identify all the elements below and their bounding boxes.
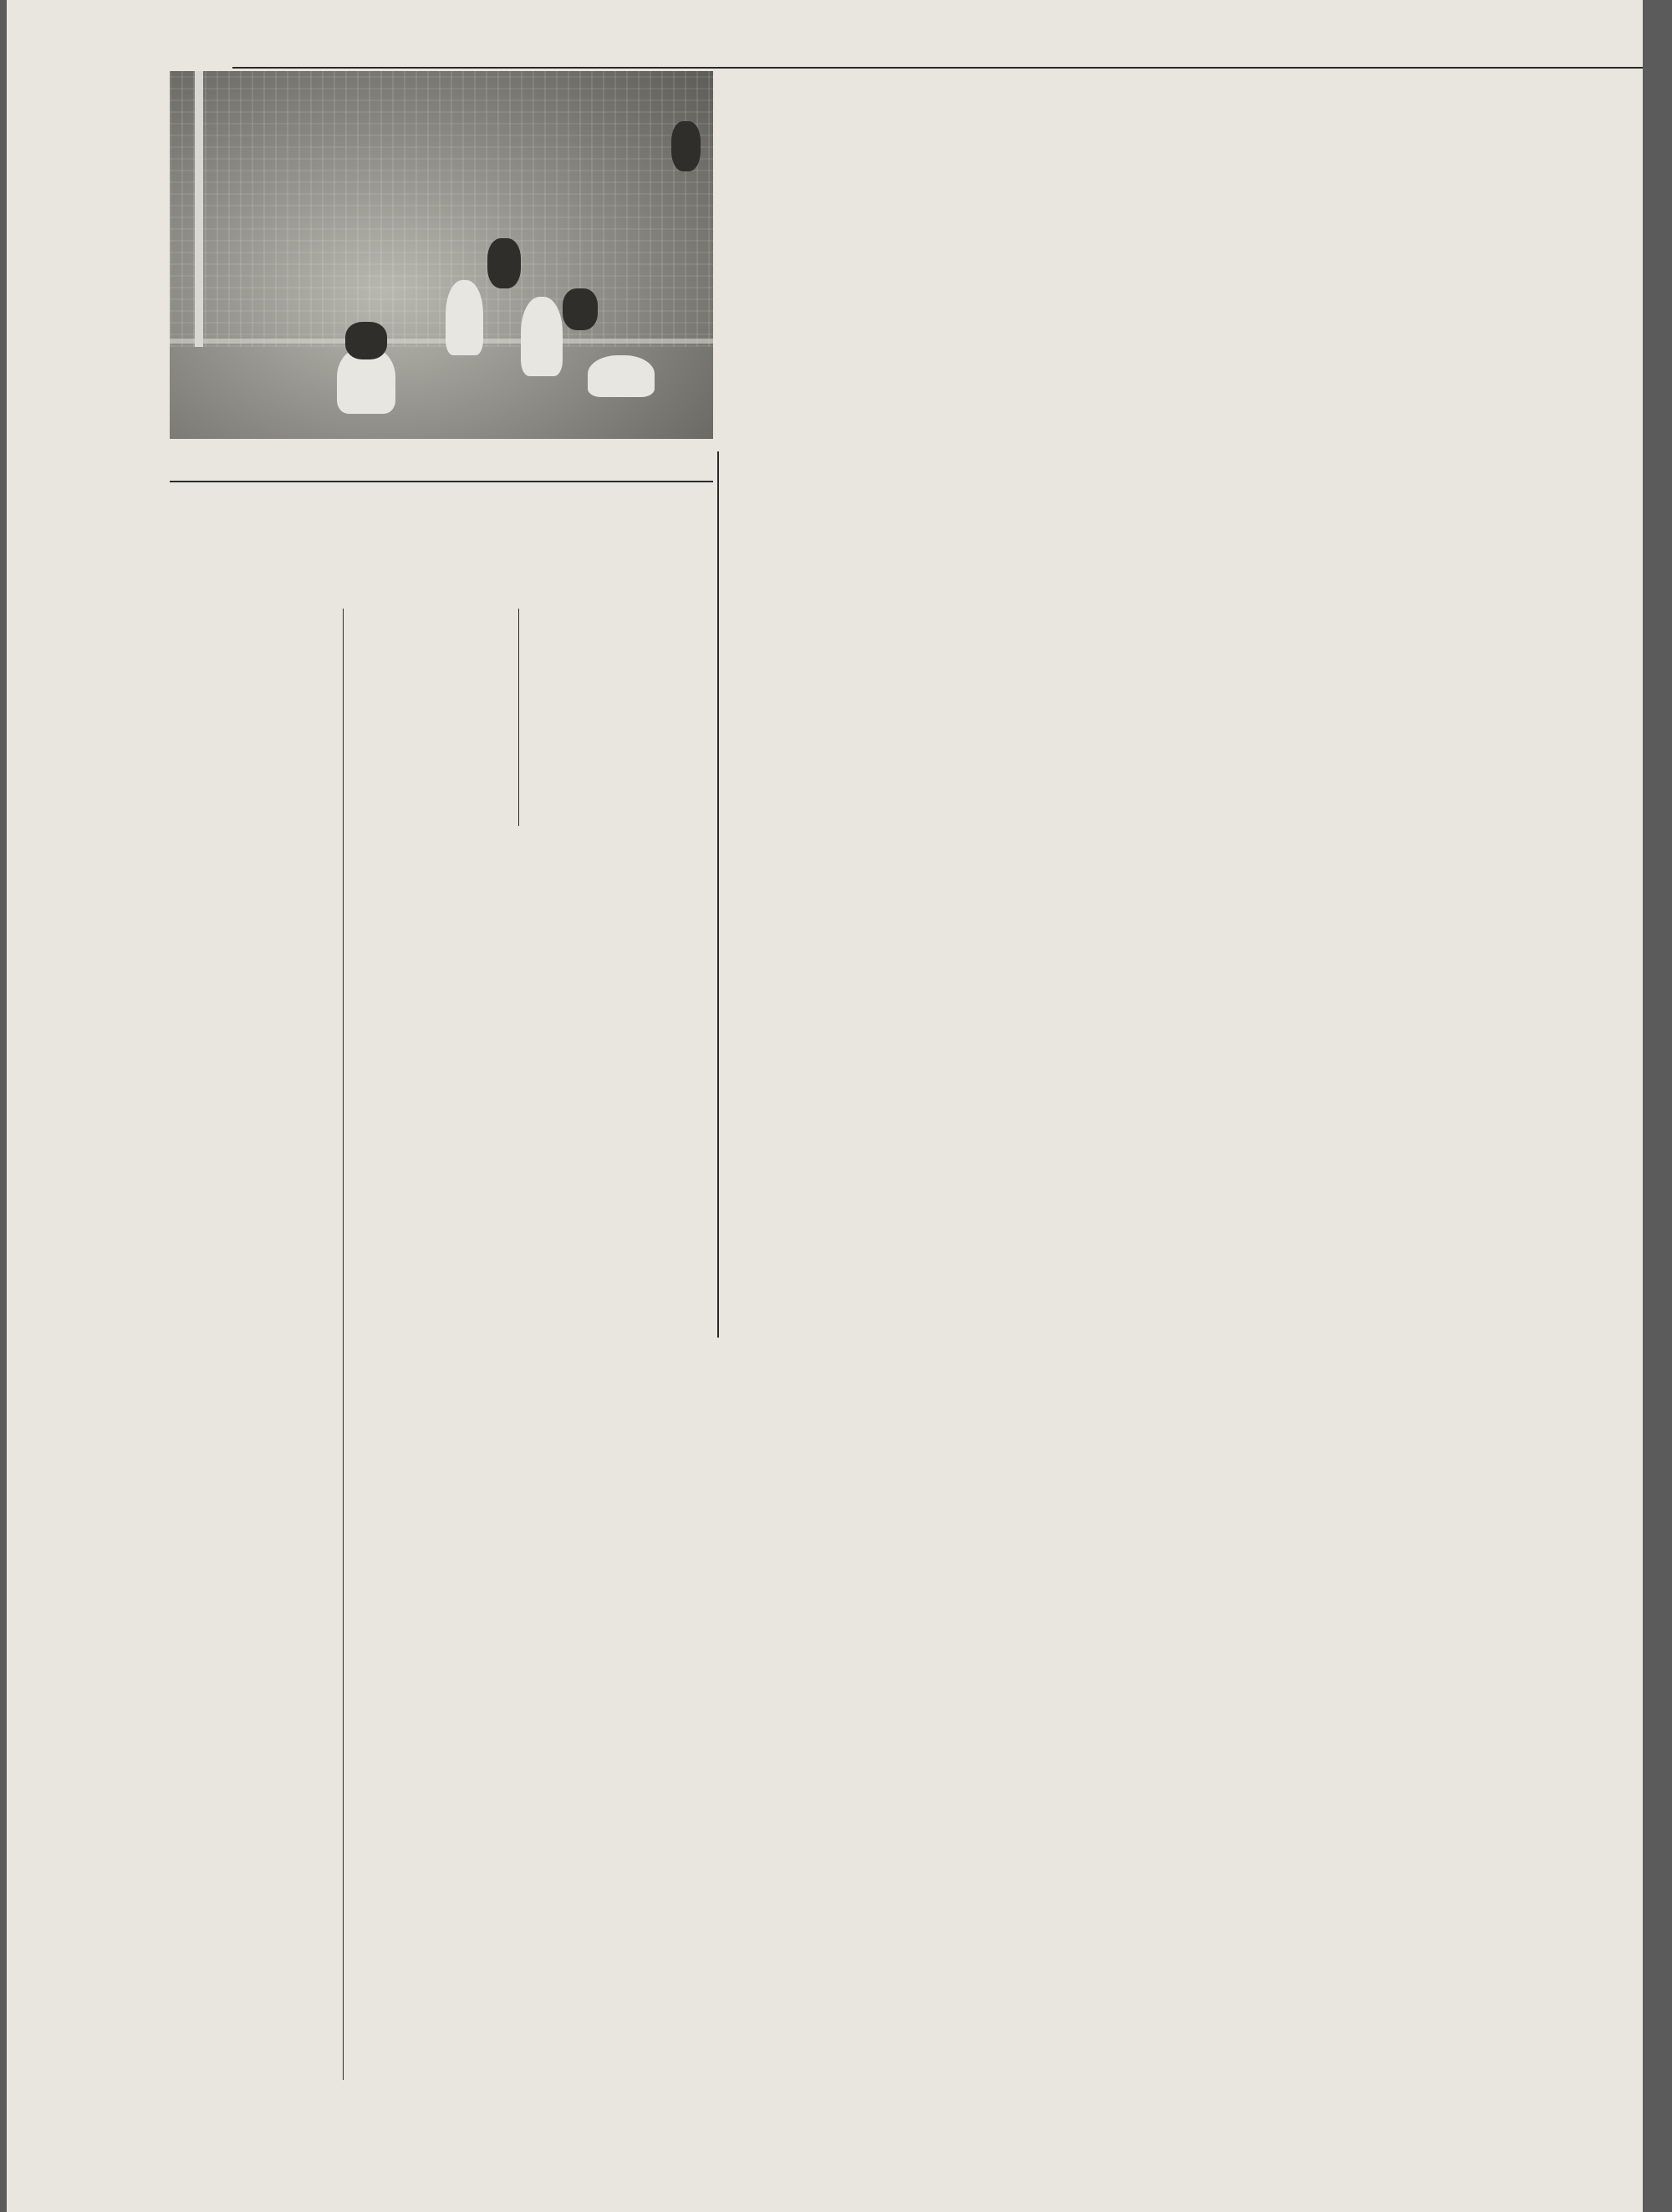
photo-rule [170,481,713,482]
newspaper-page [7,0,1643,2212]
match-photo [170,71,713,439]
masthead-rule [232,67,1643,69]
column-rule-calcio [717,451,719,1338]
calcio-column-1 [172,609,335,2080]
calcio-column-3 [525,609,701,826]
calcio-column-2 [349,609,513,826]
